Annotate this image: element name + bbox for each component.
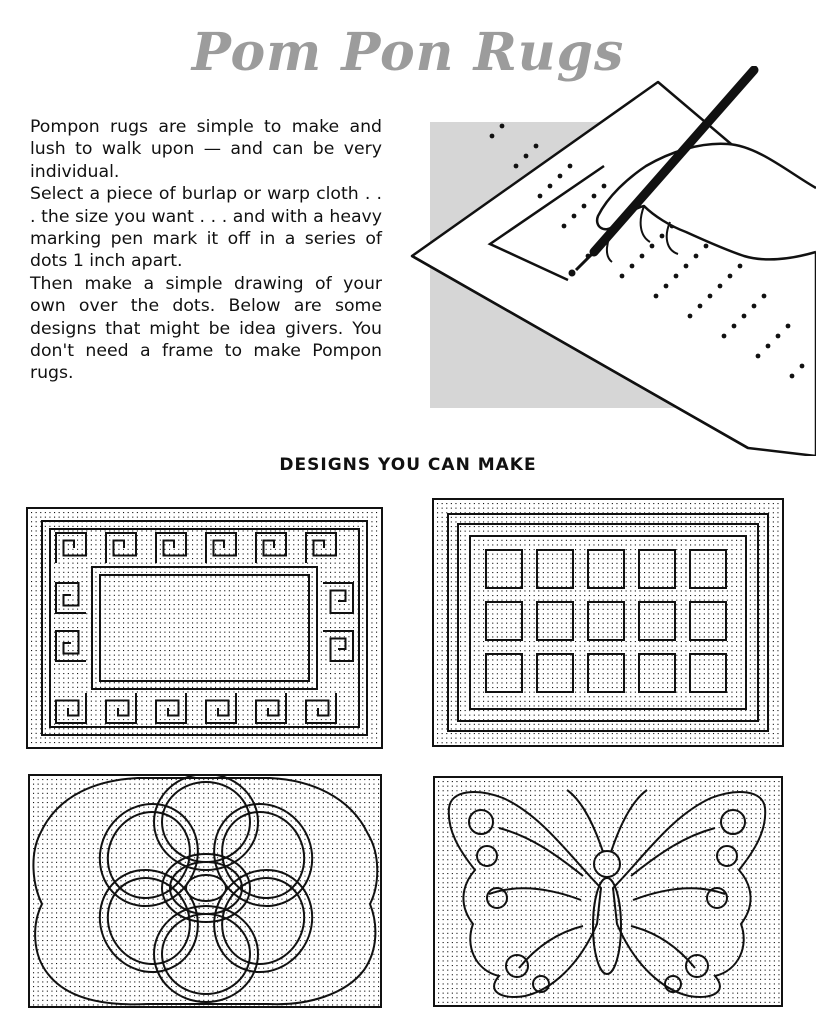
intro-paragraph-2: Select a piece of burlap or warp cloth . . . the size you want . . . and with a heavy marking pen mark it off in a series of dots 1 inch apart. [30,184,382,272]
butterfly-design [433,776,783,1007]
designs-heading: DESIGNS YOU CAN MAKE [279,455,537,475]
framed-squares-grid-design [432,498,784,747]
intro-text [30,116,382,385]
hand-marking-dots-illustration [408,66,816,456]
flower-design [28,774,382,1008]
page-title: Pom Pon Rugs [191,22,625,83]
intro-paragraph-3: Then make a simple drawing of your own over the dots. Below are some designs that might be idea givers. You don't need a frame to make Pompon rugs. [30,273,382,384]
intro-paragraph-1: Pompon rugs are simple to make and lush to walk upon — and can be very individual. [30,117,382,182]
greek-key-border-design [26,507,383,749]
